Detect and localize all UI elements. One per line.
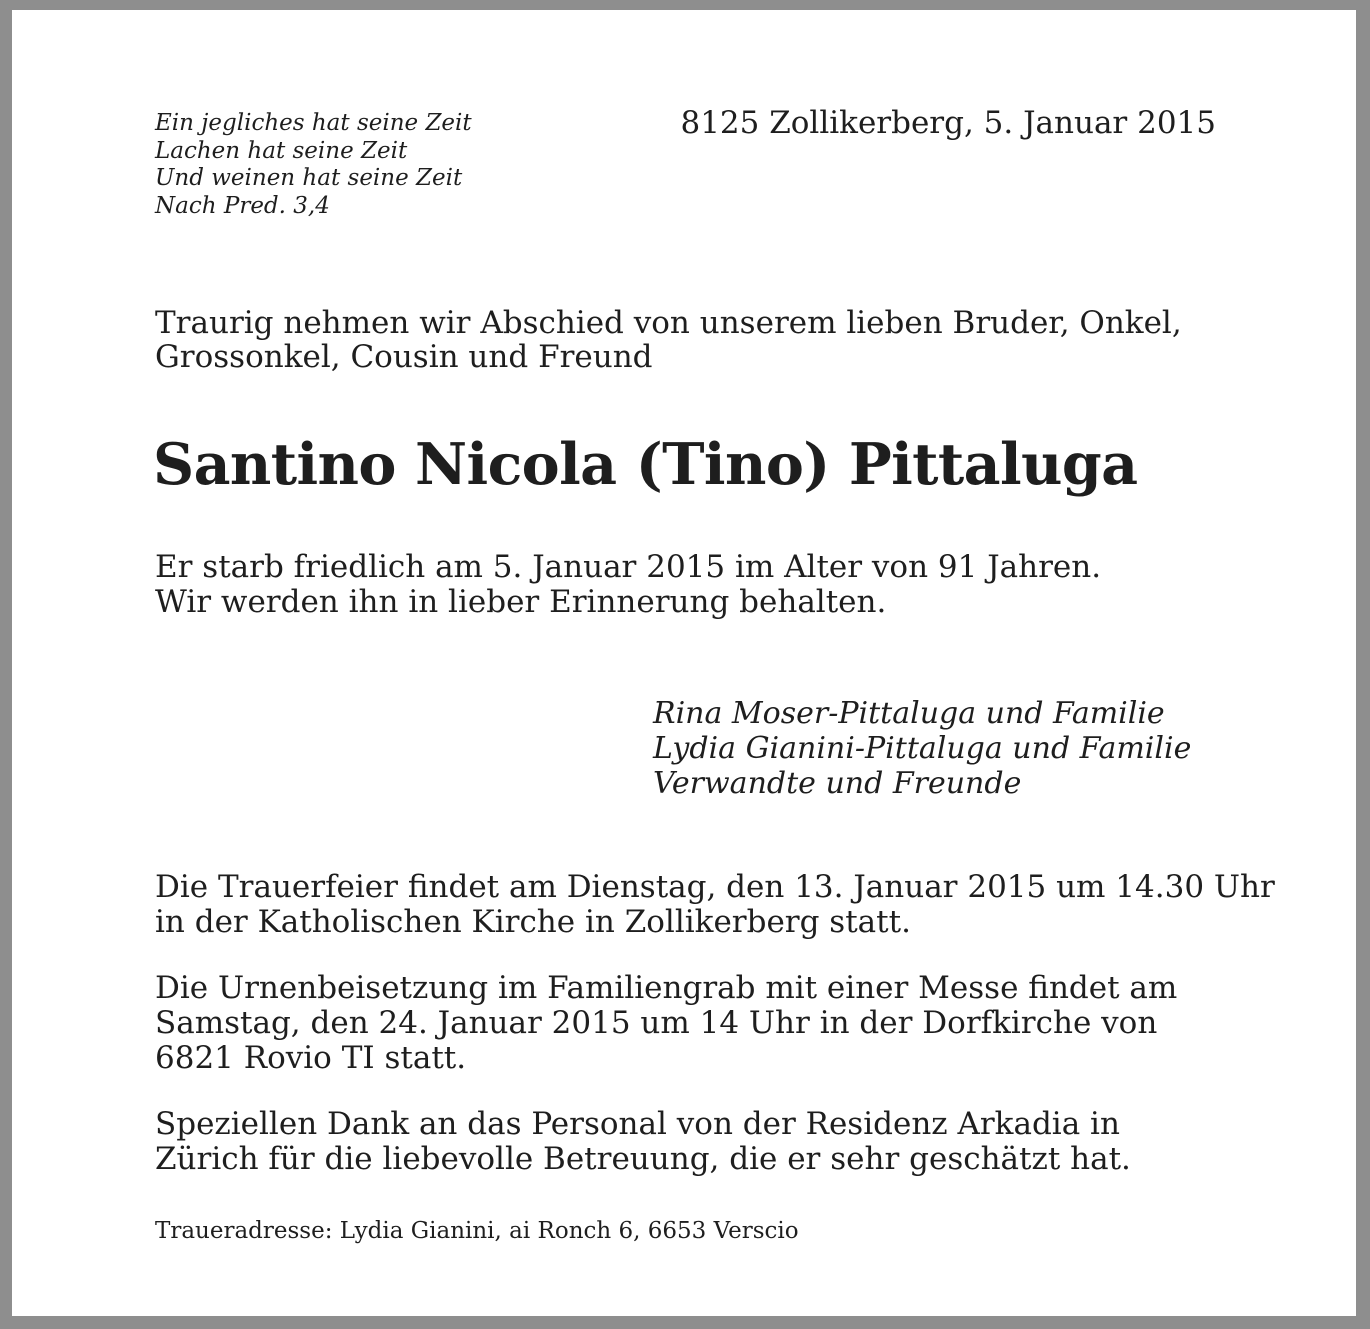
- intro-line: Traurig nehmen wir Abschied von unserem lieben Bruder, Onkel,: [155, 305, 1182, 341]
- thanks-note: [155, 1107, 1131, 1177]
- urn-burial-line: 6821 Rovio TI statt.: [155, 1040, 467, 1076]
- mourners-list: [653, 696, 1191, 801]
- thanks-line: Zürich für die liebevolle Betreuung, die er sehr geschätzt hat.: [155, 1141, 1131, 1177]
- intro-text: [155, 306, 1182, 374]
- deceased-name: Santino Nicola (Tino) Pittaluga: [153, 431, 1138, 498]
- mourner-entry: Lydia Gianini-Pittaluga und Familie: [653, 731, 1192, 766]
- mourning-address: Traueradresse: Lydia Gianini, ai Ronch 6, 6653 Verscio: [155, 1218, 799, 1244]
- death-notice: [155, 550, 1101, 620]
- mourner-entry: Rina Moser-Pittaluga und Familie: [653, 696, 1165, 731]
- funeral-line: Die Trauerfeier findet am Dienstag, den 13. Januar 2015 um 14.30 Uhr: [155, 869, 1275, 905]
- thanks-line: Speziellen Dank an das Personal von der Residenz Arkadia in: [155, 1106, 1120, 1142]
- funeral-service-info: [155, 870, 1275, 940]
- death-notice-line: Wir werden ihn in lieber Erinnerung behalten.: [155, 584, 887, 620]
- death-notice-line: Er starb friedlich am 5. Januar 2015 im Alter von 91 Jahren.: [155, 549, 1102, 585]
- verse-line: Und weinen hat seine Zeit: [155, 165, 463, 191]
- urn-burial-line: Samstag, den 24. Januar 2015 um 14 Uhr in der Dorfkirche von: [155, 1005, 1158, 1041]
- intro-line: Grossonkel, Cousin und Freund: [155, 339, 653, 375]
- bible-verse: [155, 110, 472, 220]
- verse-line: Lachen hat seine Zeit: [155, 137, 408, 164]
- verse-line: Ein jegliches hat seine Zeit: [155, 110, 472, 136]
- funeral-line: in der Katholischen Kirche in Zollikerberg statt.: [155, 904, 911, 940]
- obituary-page: [12, 10, 1356, 1316]
- place-and-date: 8125 Zollikerberg, 5. Januar 2015: [680, 105, 1216, 141]
- verse-reference: Nach Pred. 3,4: [155, 192, 330, 219]
- urn-burial-info: [155, 971, 1177, 1076]
- urn-burial-line: Die Urnenbeisetzung im Familiengrab mit einer Messe findet am: [155, 970, 1178, 1006]
- mourner-entry: Verwandte und Freunde: [653, 766, 1022, 801]
